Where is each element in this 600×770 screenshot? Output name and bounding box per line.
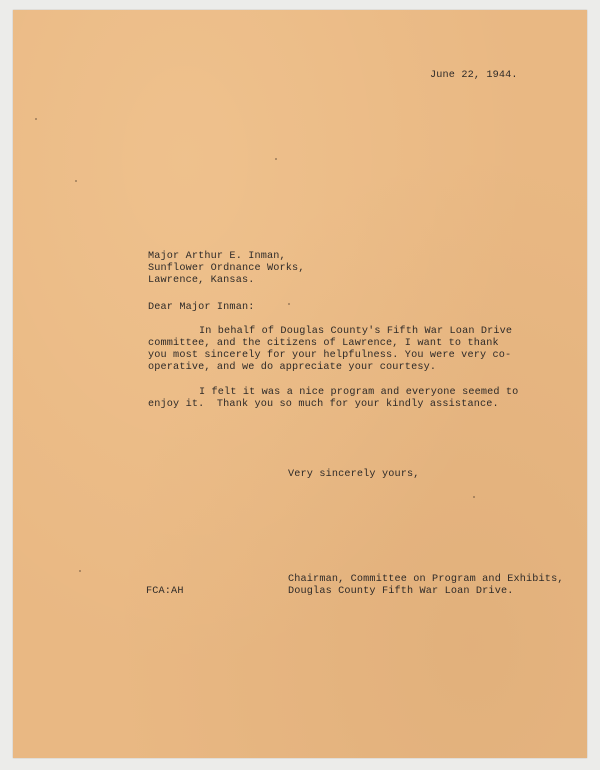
- body-line: In behalf of Douglas County's Fifth War Loan Drive: [199, 326, 513, 337]
- body-line: committee, and the citizens of Lawrence, I want to thank: [148, 338, 499, 349]
- body-line: enjoy it. Thank you so much for your kindly assistance.: [148, 399, 499, 410]
- paper-speck: [79, 570, 81, 572]
- paper-speck: [275, 158, 277, 160]
- body-line: you most sincerely for your helpfulness. You were very co-: [148, 350, 512, 361]
- letter-date: June 22, 1944.: [430, 70, 518, 81]
- paper-speck: [35, 118, 37, 120]
- recipient-name: Major Arthur E. Inman,: [148, 251, 286, 262]
- paper-speck: [288, 303, 290, 305]
- closing: Very sincerely yours,: [288, 469, 420, 480]
- paper-speck: [75, 180, 77, 182]
- letter-page: [13, 10, 587, 758]
- recipient-organization: Sunflower Ordnance Works,: [148, 263, 305, 274]
- salutation: Dear Major Inman:: [148, 302, 255, 313]
- body-line: operative, and we do appreciate your courtesy.: [148, 362, 437, 373]
- reference-initials: FCA:AH: [146, 586, 184, 597]
- signature-organization: Douglas County Fifth War Loan Drive.: [288, 586, 514, 597]
- signature-title: Chairman, Committee on Program and Exhibits,: [288, 574, 564, 585]
- paper-speck: [473, 496, 475, 498]
- body-line: I felt it was a nice program and everyone seemed to: [199, 387, 519, 398]
- recipient-location: Lawrence, Kansas.: [148, 275, 255, 286]
